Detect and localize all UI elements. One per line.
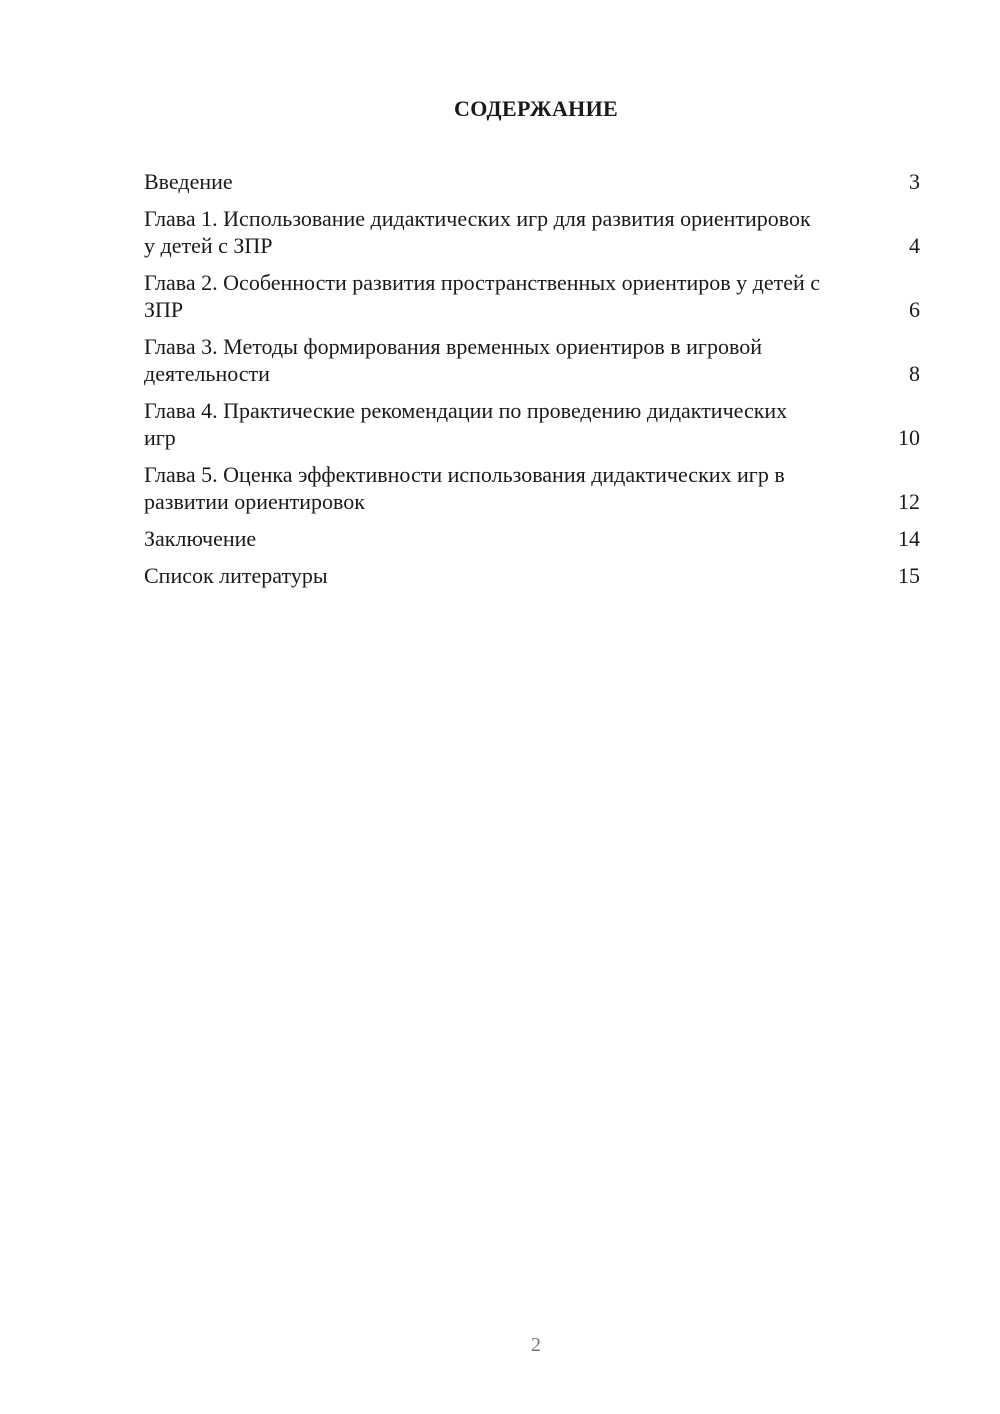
page-number: 2 — [531, 1334, 541, 1356]
toc-entry-bibliography — [144, 562, 920, 589]
toc-entry-text: Заключение — [144, 526, 257, 551]
toc-entry-chapter-4 — [144, 397, 920, 451]
toc-entry-text: Глава 3. Методы формирования временных ориентиров в игровой деятельности — [144, 334, 762, 386]
toc-entry-page: 10 — [898, 425, 920, 450]
toc-entry-text: Глава 4. Практические рекомендации по проведению дидактических игр — [144, 398, 788, 450]
toc-entry-text: Введение — [144, 169, 233, 194]
toc-entry-page: 8 — [909, 361, 920, 386]
toc-title: СОДЕРЖАНИЕ — [454, 96, 618, 121]
toc-entry-chapter-3 — [144, 333, 920, 387]
table-of-contents — [144, 168, 920, 599]
toc-entry-page: 12 — [898, 489, 920, 514]
toc-entry-introduction — [144, 168, 920, 195]
toc-entry-page: 6 — [909, 297, 920, 322]
toc-entry-text: Глава 1. Использование дидактических игр для развития ориентировок у детей с ЗПР — [144, 206, 811, 258]
toc-entry-page: 4 — [909, 233, 920, 258]
toc-entry-text: Глава 2. Особенности развития пространственных ориентиров у детей с ЗПР — [144, 270, 821, 322]
toc-entry-chapter-2 — [144, 269, 920, 323]
toc-entry-chapter-1 — [144, 205, 920, 259]
toc-entry-text: Глава 5. Оценка эффективности использования дидактических игр в развитии ориентировок — [144, 462, 785, 514]
toc-entry-page: 3 — [909, 169, 920, 194]
toc-entry-chapter-5 — [144, 461, 920, 515]
toc-entry-page: 14 — [898, 526, 920, 551]
toc-entry-conclusion — [144, 525, 920, 552]
toc-entry-text: Список литературы — [144, 563, 328, 588]
toc-entry-page: 15 — [898, 563, 920, 588]
